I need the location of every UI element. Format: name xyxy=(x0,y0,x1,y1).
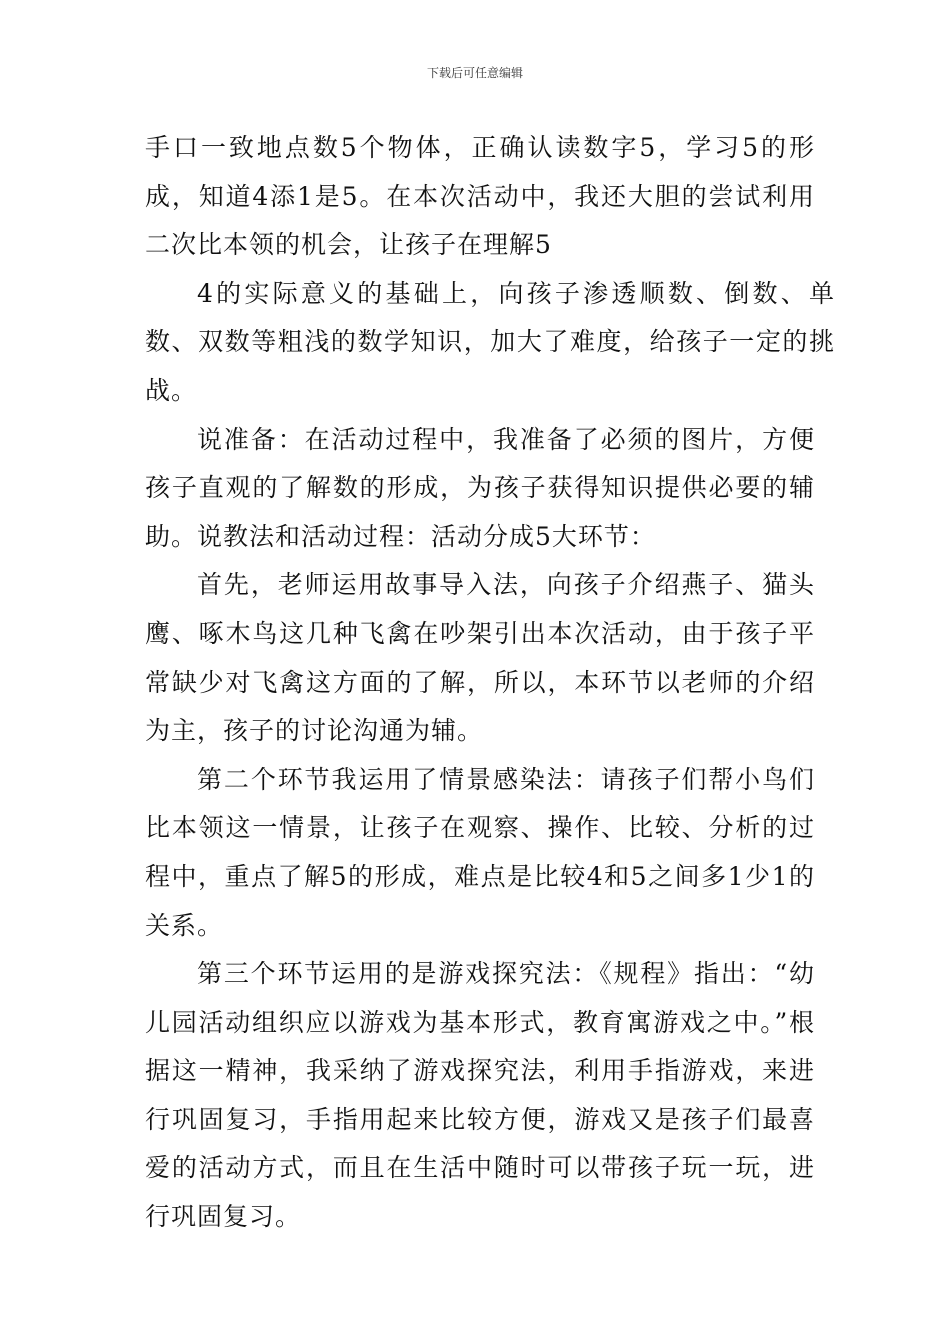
paragraph-2: 4的实际意义的基础上，向孩子渗透顺数、倒数、单数、双数等粗浅的数学知识，加大了难度，给孩子一定的挑战。 xyxy=(145,278,835,405)
paragraph-1: 手口一致地点数5个物体，正确认读数字5，学习5的形成，知道4添1是5。在本次活动中，我还大胆的尝试利用二次比本领的机会，让孩子在理解5 xyxy=(145,133,815,260)
document-body xyxy=(145,124,835,1242)
paragraph-4: 首先，老师运用故事导入法，向孩子介绍燕子、猫头鹰、啄木鸟这几种飞禽在吵架引出本次活动，由于孩子平常缺少对飞禽这方面的了解，所以，本环节以老师的介绍为主，孩子的讨论沟通为辅。 xyxy=(145,570,815,746)
page-header-note: 下载后可任意编辑 xyxy=(426,66,523,80)
paragraph-3: 说准备：在活动过程中，我准备了必须的图片，方便孩子直观的了解数的形成，为孩子获得知识提供必要的辅助。说教法和活动过程：活动分成5大环节： xyxy=(145,424,815,551)
paragraph-6: 第三个环节运用的是游戏探究法：《规程》指出：“幼儿园活动组织应以游戏为基本形式，教育寓游戏之中。”根据这一精神，我采纳了游戏探究法，利用手指游戏，来进行巩固复习，手指用起来比较方便，游戏又是孩子们最喜爱的活动方式，而且在生活中随时可以带孩子玩一玩，进行巩固复习。 xyxy=(145,959,815,1232)
paragraph-5: 第二个环节我运用了情景感染法：请孩子们帮小鸟们比本领这一情景，让孩子在观察、操作、比较、分析的过程中，重点了解5的形成，难点是比较4和5之间多1少1的关系。 xyxy=(145,764,815,940)
